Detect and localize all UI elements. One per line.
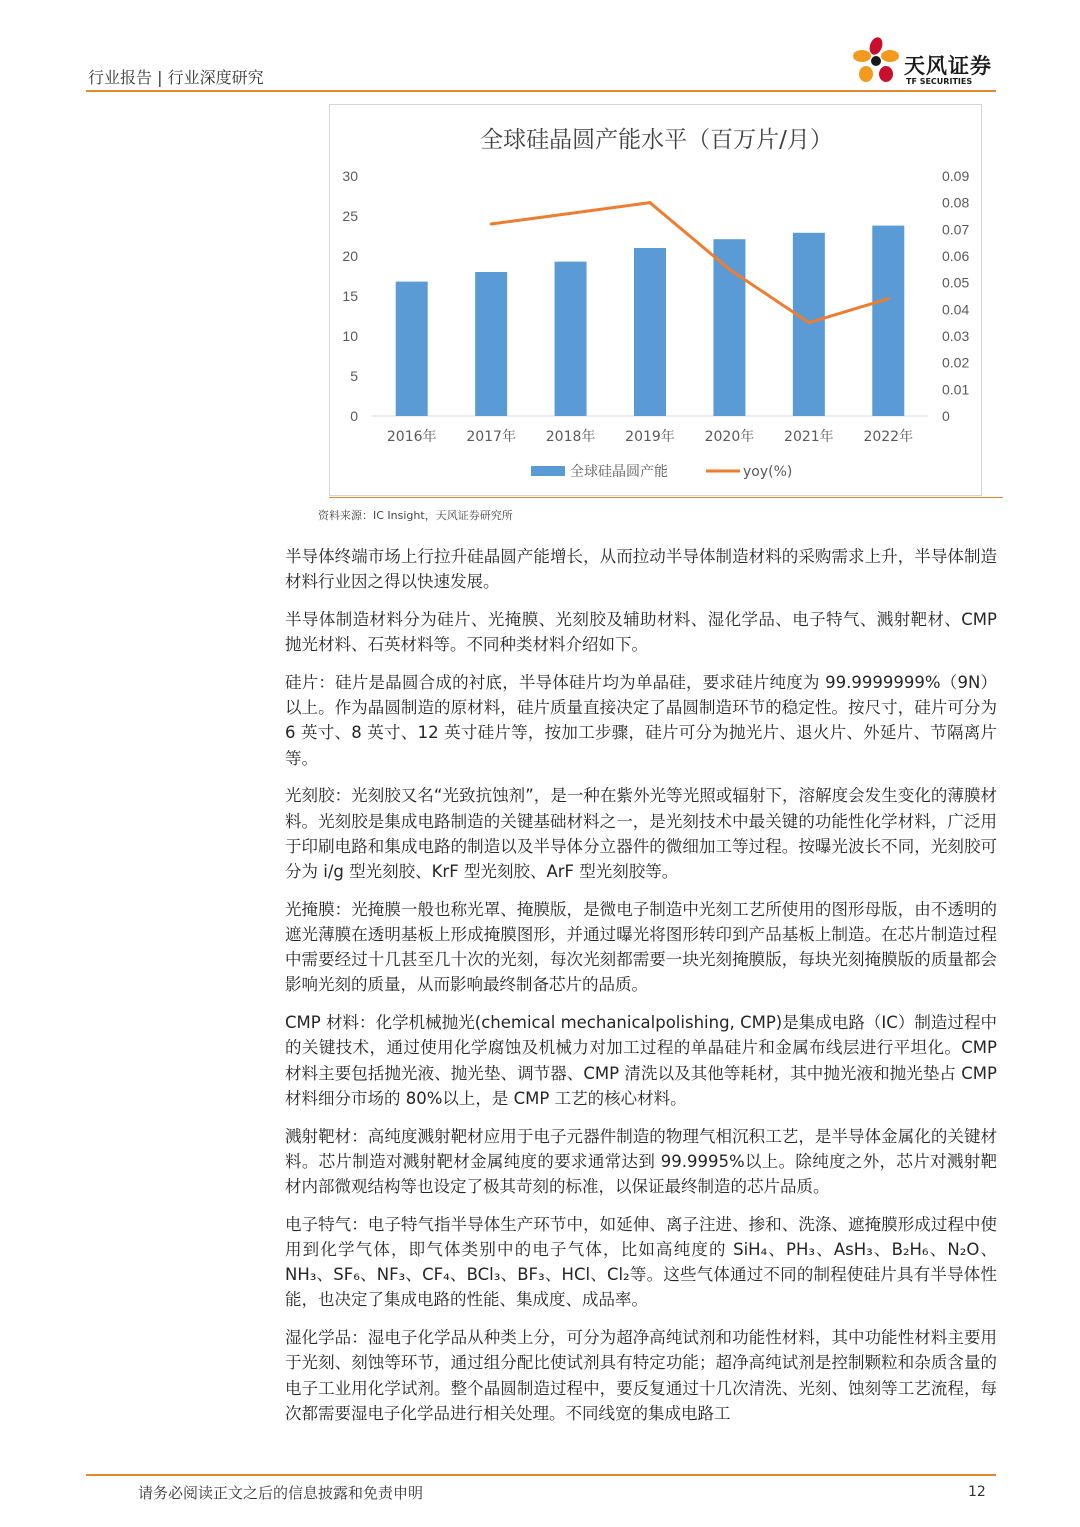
yoy-point <box>728 268 731 271</box>
chart-source: 资料来源：IC Insight，天风证券研究所 <box>318 509 513 522</box>
header-divider <box>86 90 996 92</box>
article-body <box>285 544 997 1439</box>
yoy-point <box>807 321 810 324</box>
x-tick-label: 2018年 <box>545 429 596 445</box>
paragraph-wet-chemicals: 湿化学品：湿电子化学品从种类上分，可分为超净高纯试剂和功能性材料，其中功能性材料主要用于光刻、刻蚀等环节，通过组分配比使试剂具有特定功能；超净高纯试剂是控制颗粒和杂质含量的电子工业用化学试剂。整个晶圆制造过程中，要反复通过十几次清洗、光刻、蚀刻等工艺流程，每次都需要湿电子化学品进行相关处理。不同线宽的集成电路工 <box>285 1328 997 1423</box>
bar <box>793 233 825 416</box>
yoy-point <box>887 297 890 300</box>
y-right-tick-label: 0.09 <box>942 168 970 184</box>
x-tick-label: 2022年 <box>863 429 914 445</box>
yoy-point <box>490 223 493 226</box>
bar <box>634 248 666 416</box>
y-right-tick-label: 0.01 <box>942 381 970 398</box>
bar <box>555 262 587 416</box>
chart-divider <box>329 497 1003 498</box>
logo-name-en: TF SECURITIES <box>906 77 973 86</box>
paragraph-special-gas: 电子特气：电子特气指半导体生产环节中，如延伸、离子注进、掺和、洗涤、遮掩膜形成过程中使用到化学气体，即气体类别中的电子气体，比如高纯度的 SiH₄、PH₃、AsH₃、B₂H₆、N₂O、NH₃、SF₆、NF₃、CF₄、BCl₃、BF₃、HCl、Cl₂等。这些气体通过不同的制程使硅片具有半导体性能，也决定了集成电路的性能、集成度、成品率。 <box>285 1214 997 1310</box>
y-right-tick-label: 0.08 <box>942 194 970 211</box>
paragraph-market: 半导体终端市场上行拉升硅晶圆产能增长，从而拉动半导体制造材料的采购需求上升，半导体制造材料行业因之得以快速发展。 <box>285 547 997 592</box>
y-right-tick-label: 0.03 <box>942 328 970 344</box>
paragraph-sputtering-target: 溅射靶材：高纯度溅射靶材应用于电子元器件制造的物理气相沉积工艺，是半导体金属化的关键材料。芯片制造对溅射靶材金属纯度的要求通常达到 99.9995%以上。除纯度之外，芯片对溅射靶材内部微观结构等也设定了极其苛刻的标准，以保证最终制造的芯片品质。 <box>285 1126 997 1197</box>
x-tick-label: 2016年 <box>386 429 437 445</box>
bar <box>872 226 904 416</box>
page-number: 12 <box>968 1484 986 1500</box>
legend-bar-label: 全球硅晶圆产能 <box>570 464 668 480</box>
bar <box>475 272 507 416</box>
y-right-tick-label: 0 <box>942 408 950 424</box>
yoy-line <box>491 203 888 323</box>
legend-bar-swatch <box>531 466 565 476</box>
yoy-point <box>569 212 572 215</box>
company-logo <box>850 34 1000 90</box>
x-tick-label: 2019年 <box>625 429 675 445</box>
y-left-tick-label: 10 <box>342 328 358 344</box>
paragraph-photomask: 光掩膜：光掩膜一般也称光罩、掩膜版，是微电子制造中光刻工艺所使用的图形母版，由不透明的遮光薄膜在透明基板上形成掩膜图形，并通过曝光将图形转印到产品基板上制造。在芯片制造过程中需要经过十几甚至几十次的光刻，每次光刻都需要一块光刻掩膜版，每块光刻掩膜版的质量都会影响光刻的质量，从而影响最终制备芯片的品质。 <box>285 899 997 995</box>
y-right-tick-label: 0.05 <box>942 274 970 291</box>
paragraph-materials-overview: 半导体制造材料分为硅片、光掩膜、光刻胶及辅助材料、湿化学品、电子特气、溅射靶材、CMP 抛光材料、石英材料等。不同种类材料介绍如下。 <box>285 610 997 655</box>
x-tick-label: 2020年 <box>704 429 755 445</box>
footer-divider <box>86 1474 996 1476</box>
y-left-tick-label: 15 <box>342 288 358 304</box>
paragraph-silicon-wafer: 硅片：硅片是晶圆合成的衬底，半导体硅片均为单晶硅，要求硅片纯度为 99.9999999%（9N）以上。作为晶圆制造的原材料，硅片质量直接决定了晶圆制造环节的稳定性。按尺寸，硅片可分为 6 英寸、8 英寸、12 英寸硅片等，按加工步骤，硅片可分为抛光片、退火片、外延片、节隔离片等。 <box>285 673 997 768</box>
y-right-tick-label: 0.02 <box>942 354 970 371</box>
y-left-tick-label: 0 <box>350 408 358 424</box>
legend-line-label: yoy(%) <box>743 464 793 480</box>
chart-title: 全球硅晶圆产能水平（百万片/月） <box>480 127 833 153</box>
paragraph-cmp: CMP 材料：化学机械抛光(chemical mechanicalpolishing, CMP)是集成电路（IC）制造过程中的关键技术，通过使用化学腐蚀及机械力对加工过程的单晶硅片和金属布线层进行平坦化。CMP 材料主要包括抛光液、抛光垫、调节器、CMP 清洗以及其他等耗材，其中抛光液和抛光垫占 CMP 材料细分市场的 80%以上，是 CMP 工艺的核心材料。 <box>285 1013 997 1108</box>
y-left-tick-label: 30 <box>342 168 358 184</box>
x-tick-label: 2017年 <box>466 429 516 445</box>
yoy-point <box>649 201 652 204</box>
y-left-tick-label: 20 <box>342 248 358 264</box>
logo-flower-icon <box>850 34 904 90</box>
y-right-tick-label: 0.04 <box>942 301 970 318</box>
y-left-tick-label: 25 <box>342 208 358 224</box>
y-right-tick-label: 0.06 <box>942 248 970 264</box>
y-right-tick-label: 0.07 <box>942 221 970 238</box>
footer-disclaimer: 请务必阅读正文之后的信息披露和免责申明 <box>138 1484 424 1502</box>
x-tick-label: 2021年 <box>784 429 834 445</box>
y-left-tick-label: 5 <box>350 368 358 384</box>
capacity-chart <box>329 104 982 496</box>
bar <box>396 282 428 416</box>
logo-name: 天风证券 <box>904 54 992 78</box>
paragraph-photoresist: 光刻胶：光刻胶又名“光致抗蚀剂”，是一种在紫外光等光照或辐射下，溶解度会发生变化的薄膜材料。光刻胶是集成电路制造的关键基础材料之一，是光刻技术中最关键的功能性化学材料，广泛用于印刷电路和集成电路的制造以及半导体分立器件的微细加工等过程。按曝光波长不同，光刻胶可分为 i/g 型光刻胶、KrF 型光刻胶、ArF 型光刻胶等。 <box>285 786 997 882</box>
chart-canvas <box>330 105 983 497</box>
bar <box>713 239 745 416</box>
report-category: 行业报告 | 行业深度研究 <box>88 68 264 87</box>
